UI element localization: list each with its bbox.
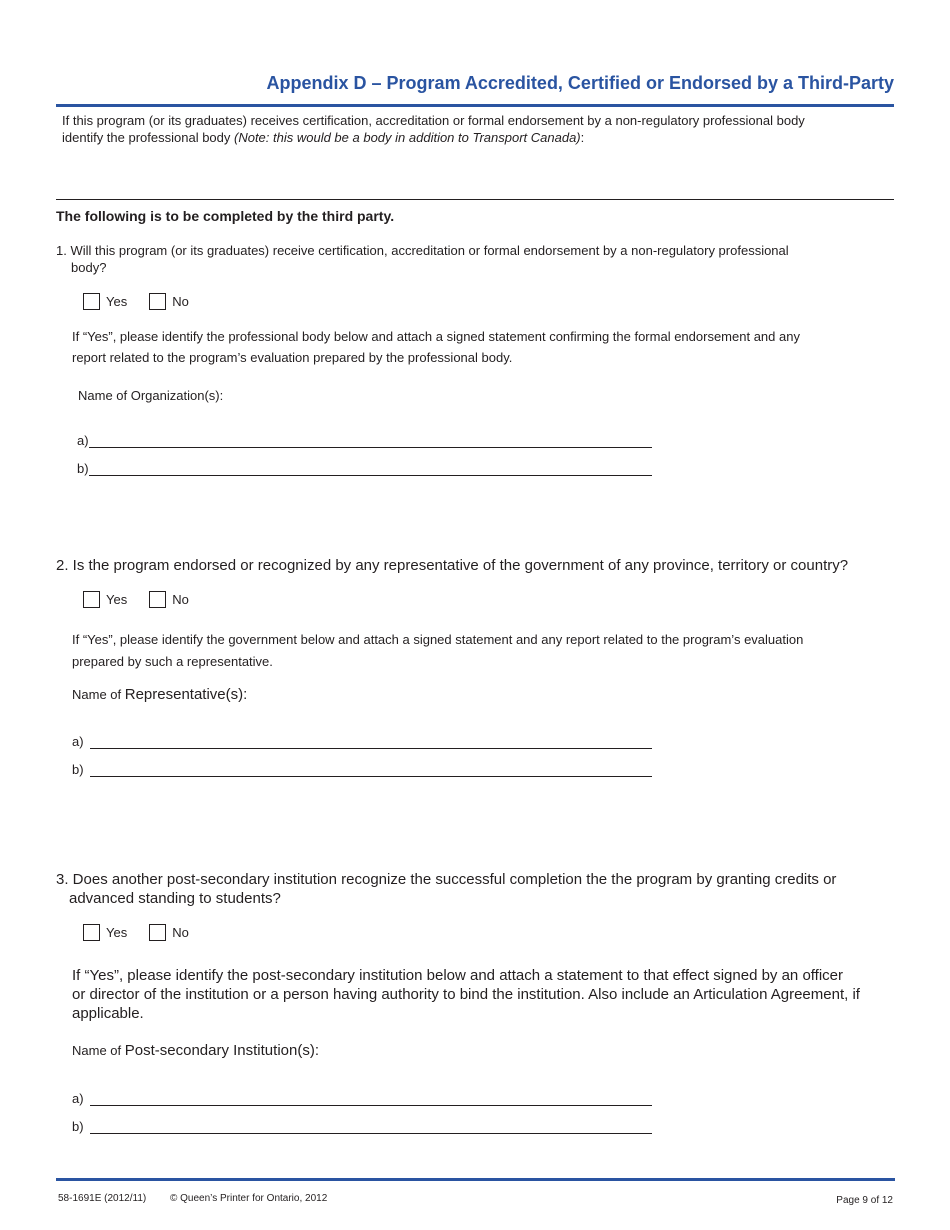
q1-no-label: No xyxy=(172,294,189,309)
q3-line-a xyxy=(72,1091,652,1106)
q2-question: 2. Is the program endorsed or recognized by any representative of the government of any province, territory or country? xyxy=(56,557,849,574)
intro-line-2-plain: identify the professional body xyxy=(62,130,234,145)
q3-name-label-prefix: Name of xyxy=(72,1043,125,1058)
q1-question xyxy=(56,242,789,276)
q3-question xyxy=(56,870,836,908)
q2-name-label-prefix: Name of xyxy=(72,687,125,702)
q3-inst-b-field[interactable] xyxy=(90,1119,652,1134)
q1-yes-checkbox[interactable] xyxy=(83,293,100,310)
q3-yes-checkbox[interactable] xyxy=(83,924,100,941)
q3-line-b-label: b) xyxy=(72,1119,84,1134)
q2-yes-label: Yes xyxy=(106,592,128,607)
q1-line-a xyxy=(77,433,652,448)
q2-line-a-label: a) xyxy=(72,734,84,749)
footer-copyright: © Queen’s Printer for Ontario, 2012 xyxy=(170,1193,328,1204)
q3-no-checkbox[interactable] xyxy=(149,924,166,941)
q1-question-line-2: body? xyxy=(71,260,107,275)
q1-line-b xyxy=(77,461,652,476)
q2-rep-a-field[interactable] xyxy=(90,734,652,749)
q2-options xyxy=(83,591,211,608)
q1-name-label: Name of Organization(s): xyxy=(78,388,224,403)
footer-page-number: Page 9 of 12 xyxy=(836,1195,893,1206)
q1-org-a-field[interactable] xyxy=(89,433,652,448)
q3-name-label-main: Post-secondary Institution(s): xyxy=(124,1042,319,1059)
q3-question-line-1: 3. Does another post-secondary institution recognize the successful completion the the program by granting credits or xyxy=(56,871,837,888)
q2-rep-b-field[interactable] xyxy=(90,762,652,777)
q1-org-b-field[interactable] xyxy=(89,461,652,476)
q3-instruction-line-3: applicable. xyxy=(72,1005,144,1022)
q2-line-a xyxy=(72,734,652,749)
q2-no-checkbox[interactable] xyxy=(149,591,166,608)
q3-instruction-line-2: or director of the institution or a person having authority to bind the institution. Also include an Articulation Agreement, if xyxy=(72,986,860,1003)
q1-no-checkbox[interactable] xyxy=(149,293,166,310)
q2-yes-checkbox[interactable] xyxy=(83,591,100,608)
intro-text xyxy=(62,112,805,146)
q1-instruction-line-2: report related to the program’s evaluation prepared by the professional body. xyxy=(72,350,513,365)
q2-line-b xyxy=(72,762,652,777)
q3-options xyxy=(83,924,211,941)
q2-name-label xyxy=(72,686,247,704)
q3-name-label xyxy=(72,1042,319,1060)
footer-rule xyxy=(56,1178,895,1181)
q2-no-label: No xyxy=(172,592,189,607)
page-title: Appendix D – Program Accredited, Certified or Endorsed by a Third-Party xyxy=(266,73,894,93)
title-rule xyxy=(56,104,894,107)
intro-answer-line[interactable] xyxy=(56,199,894,200)
q1-yes-label: Yes xyxy=(106,294,128,309)
intro-line-2-end: : xyxy=(580,130,585,145)
q1-question-line-1: 1. Will this program (or its graduates) receive certification, accreditation or formal endorsement by a non-regulatory professional xyxy=(56,243,789,258)
section-heading: The following is to be completed by the third party. xyxy=(56,208,395,224)
footer-form-number: 58-1691E (2012/11) xyxy=(58,1193,147,1204)
q3-yes-label: Yes xyxy=(106,925,128,940)
q2-instruction-line-1: If “Yes”, please identify the government below and attach a signed statement and any report related to the program’s evaluation xyxy=(72,632,804,647)
q3-inst-a-field[interactable] xyxy=(90,1091,652,1106)
q2-name-label-main: Representative(s): xyxy=(124,686,248,703)
intro-line-2 xyxy=(62,129,805,146)
q3-line-b xyxy=(72,1119,652,1134)
q3-instruction xyxy=(72,966,860,1023)
intro-line-1: If this program (or its graduates) receives certification, accreditation or formal endorsement by a non-regulatory professional body xyxy=(62,113,805,128)
q1-instruction-line-1: If “Yes”, please identify the professional body below and attach a signed statement confirming the formal endorsement and any xyxy=(72,329,800,344)
q3-no-label: No xyxy=(172,925,189,940)
intro-note: (Note: this would be a body in addition to Transport Canada) xyxy=(234,130,581,145)
q3-instruction-line-1: If “Yes”, please identify the post-secondary institution below and attach a statement to that effect signed by an officer xyxy=(72,967,844,984)
q3-line-a-label: a) xyxy=(72,1091,84,1106)
q2-instruction-line-2: prepared by such a representative. xyxy=(72,654,273,669)
q1-instruction xyxy=(72,326,800,368)
q3-question-line-2: advanced standing to students? xyxy=(69,890,281,907)
q1-line-b-label: b) xyxy=(77,461,89,476)
q2-instruction xyxy=(72,629,803,673)
q1-options xyxy=(83,293,211,310)
q2-line-b-label: b) xyxy=(72,762,84,777)
q1-line-a-label: a) xyxy=(77,433,89,448)
